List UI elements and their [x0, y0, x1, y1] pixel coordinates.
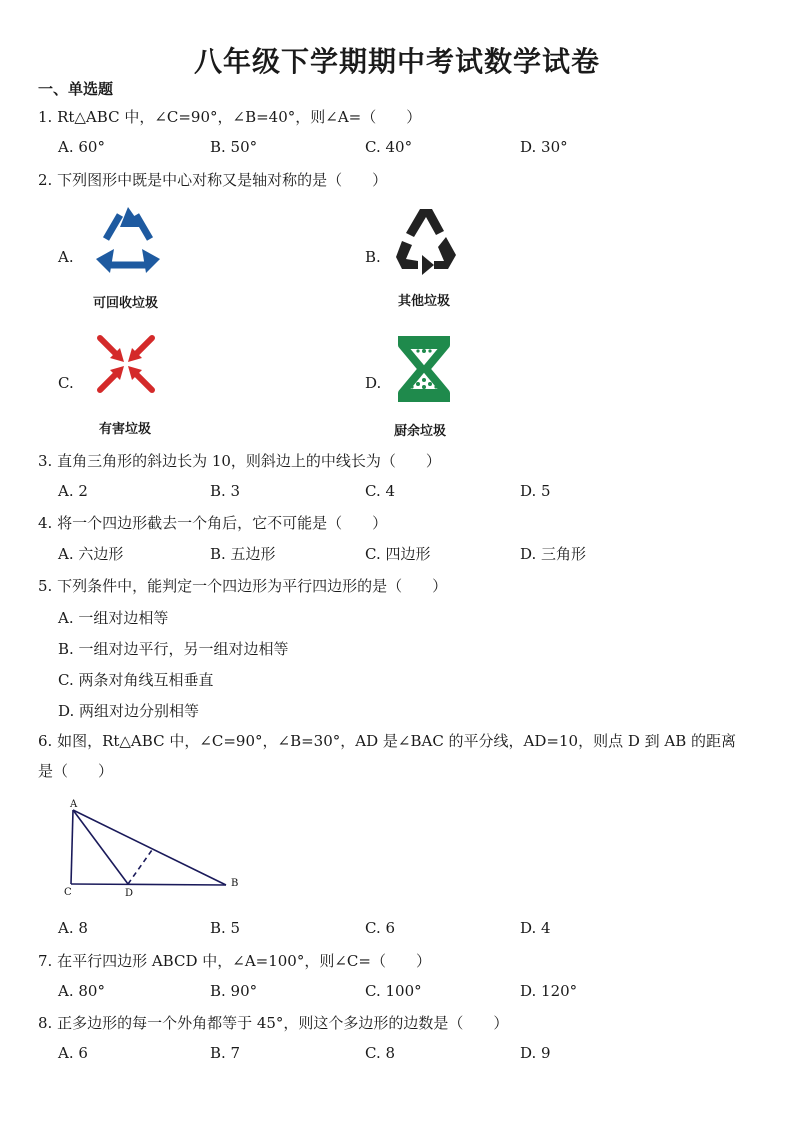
q4-option-b[interactable]: B. 五边形 [210, 545, 276, 563]
question-8-stem: 8. 正多边形的每一个外角都等于 45°，则这个多边形的边数是（ ） [38, 1014, 509, 1032]
page-title: 八年级下学期期中考试数学试卷 [193, 45, 600, 78]
q6-option-a[interactable]: A. 8 [58, 919, 88, 937]
hazard-arrows-icon [96, 334, 156, 394]
q8-option-a[interactable]: A. 6 [58, 1044, 88, 1062]
q1-option-c[interactable]: C. 40° [365, 138, 413, 156]
q8-option-c[interactable]: C. 8 [365, 1044, 396, 1062]
q5-option-a[interactable]: A. 一组对边相等 [58, 609, 169, 627]
q2-option-c[interactable]: C. [58, 374, 74, 392]
q4-option-a[interactable]: A. 六边形 [58, 545, 124, 563]
q7-option-d[interactable]: D. 120° [520, 982, 578, 1000]
q1-option-a[interactable]: A. 60° [58, 138, 105, 156]
q2-caption-a: 可回收垃圾 [93, 296, 159, 311]
q6-option-c[interactable]: C. 6 [365, 919, 396, 937]
q7-option-c[interactable]: C. 100° [365, 982, 422, 1000]
question-3-stem: 3. 直角三角形的斜边长为 10，则斜边上的中线长为（ ） [38, 452, 441, 470]
question-5-stem: 5. 下列条件中，能判定一个四边形为平行四边形的是（ ） [38, 577, 448, 595]
kitchen-waste-icon [396, 334, 452, 404]
q3-option-b[interactable]: B. 3 [210, 482, 241, 500]
triangle-figure [60, 798, 250, 898]
q5-option-d[interactable]: D. 两组对边分别相等 [58, 702, 200, 720]
q6-option-d[interactable]: D. 4 [520, 919, 551, 937]
q4-option-c[interactable]: C. 四边形 [365, 545, 431, 563]
q2-option-d[interactable]: D. [365, 374, 382, 392]
recycle-icon [90, 205, 166, 273]
q2-option-b[interactable]: B. [365, 248, 381, 266]
question-1-stem: 1. Rt△ABC 中，∠C=90°，∠B=40°，则∠A=（ ） [38, 108, 422, 126]
q7-option-a[interactable]: A. 80° [58, 982, 105, 1000]
question-2-stem: 2. 下列图形中既是中心对称又是轴对称的是（ ） [38, 171, 388, 189]
q2-caption-d: 厨余垃圾 [394, 424, 447, 439]
q2-option-a[interactable]: A. [58, 248, 74, 266]
q7-option-b[interactable]: B. 90° [210, 982, 258, 1000]
q3-option-a[interactable]: A. 2 [58, 482, 88, 500]
figure-label-a: A [70, 799, 78, 810]
q5-option-b[interactable]: B. 一组对边平行，另一组对边相等 [58, 640, 289, 658]
figure-label-c: C [64, 887, 72, 898]
figure-label-b: B [231, 878, 239, 889]
question-4-stem: 4. 将一个四边形截去一个角后，它不可能是（ ） [38, 514, 388, 532]
q2-caption-c: 有害垃圾 [99, 422, 152, 437]
q4-option-d[interactable]: D. 三角形 [520, 545, 587, 563]
q3-option-d[interactable]: D. 5 [520, 482, 551, 500]
figure-label-d: D [125, 888, 134, 899]
section-heading: 一、单选题 [38, 80, 114, 98]
q1-option-b[interactable]: B. 50° [210, 138, 258, 156]
q3-option-c[interactable]: C. 4 [365, 482, 396, 500]
question-6-stem: 6. 如图，Rt△ABC 中，∠C=90°，∠B=30°，AD 是∠BAC 的平分线，AD=10，则点 D 到 AB 的距离是（ ） [38, 732, 737, 780]
q5-option-c[interactable]: C. 两条对角线互相垂直 [58, 671, 214, 689]
q6-option-b[interactable]: B. 5 [210, 919, 241, 937]
q2-caption-b: 其他垃圾 [398, 294, 451, 309]
question-7-stem: 7. 在平行四边形 ABCD 中，∠A=100°，则∠C=（ ） [38, 952, 431, 970]
q8-option-b[interactable]: B. 7 [210, 1044, 241, 1062]
other-waste-icon [394, 207, 458, 277]
q1-option-d[interactable]: D. 30° [520, 138, 568, 156]
q8-option-d[interactable]: D. 9 [520, 1044, 551, 1062]
